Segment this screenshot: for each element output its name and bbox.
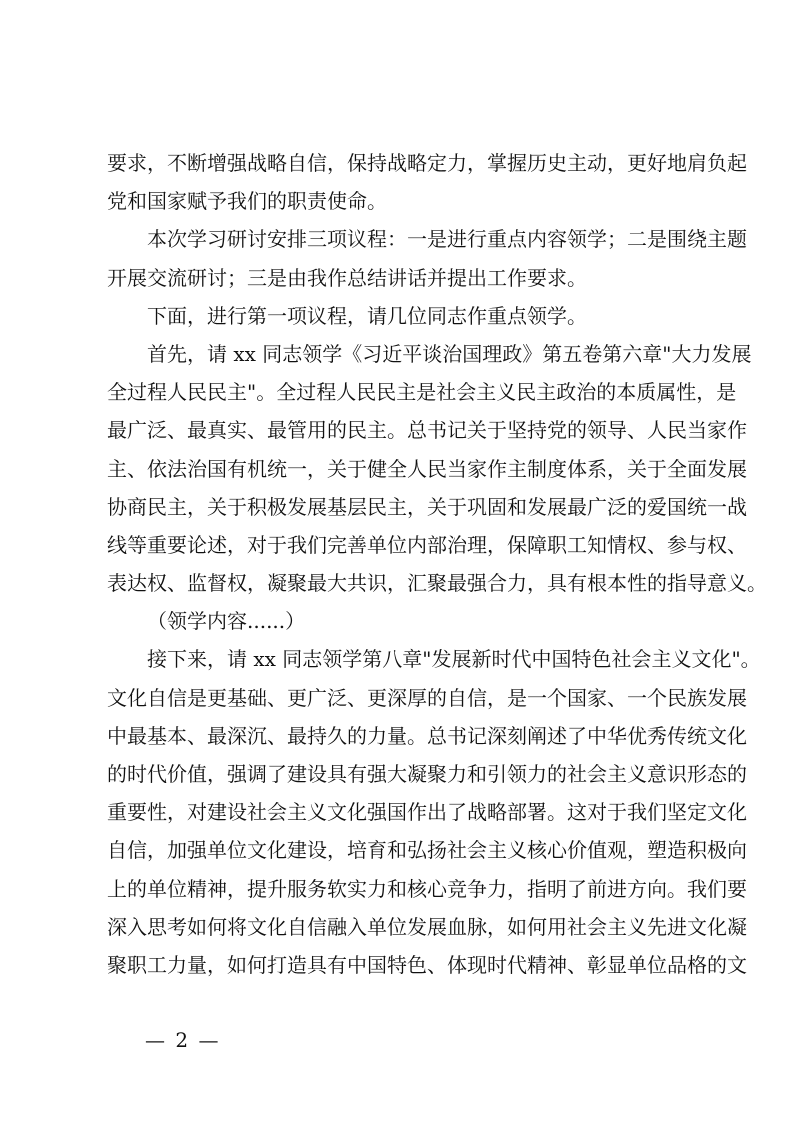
- text-line: 要求，不断增强战略自信，保持战略定力，掌握历史主动，更好地肩负起: [107, 151, 747, 175]
- text-line: 党和国家赋予我们的职责使命。: [107, 189, 387, 214]
- text-line: （领学内容......）: [147, 609, 306, 634]
- text-line: 全过程人民民主"。全过程人民民主是社会主义民主政治的本质属性，是: [107, 380, 737, 405]
- text-line: 接下来，请 xx 同志领学第八章"发展新时代中国特色社会主义文化"。: [147, 647, 761, 672]
- text-line: 聚职工力量，如何打造具有中国特色、体现时代精神、彰显单位品格的文: [107, 952, 747, 977]
- text-line: 的时代价值，强调了建设具有强大凝聚力和引领力的社会主义意识形态的: [107, 762, 747, 786]
- text-line: 首先，请 xx 同志领学《习近平谈治国理政》第五卷第六章"大力发展: [147, 341, 752, 366]
- text-line: 深入思考如何将文化自信融入单位发展血脉，如何用社会主义先进文化凝: [107, 914, 747, 939]
- text-line: 上的单位精神，提升服务软实力和核心竞争力，指明了前进方向。我们要: [107, 876, 747, 901]
- text-line: 中最基本、最深沉、最持久的力量。总书记深刻阐述了中华优秀传统文化: [107, 723, 747, 748]
- text-line: 文化自信是更基础、更广泛、更深厚的自信，是一个国家、一个民族发展: [107, 685, 747, 710]
- text-line: 本次学习研讨安排三项议程：一是进行重点内容领学；二是围绕主题: [147, 227, 747, 252]
- text-line: 最广泛、最真实、最管用的民主。总书记关于坚持党的领导、人民当家作: [107, 418, 747, 443]
- text-line: 主、依法治国有机统一，关于健全人民当家作主制度体系，关于全面发展: [107, 456, 747, 481]
- text-line: 下面，进行第一项议程，请几位同志作重点领学。: [147, 303, 587, 328]
- page-number: — 2 —: [145, 1028, 221, 1052]
- text-line: 自信，加强单位文化建设，培育和弘扬社会主义核心价值观，塑造积极向: [107, 838, 747, 863]
- text-line: 重要性，对建设社会主义文化强国作出了战略部署。这对于我们坚定文化: [107, 800, 747, 825]
- text-line: 开展交流研讨；三是由我作总结讲话并提出工作要求。: [107, 265, 587, 290]
- text-line: 线等重要论述，对于我们完善单位内部治理，保障职工知情权、参与权、: [107, 532, 747, 557]
- text-line: 表达权、监督权，凝聚最大共识，汇聚最强合力，具有根本性的指导意义。: [107, 571, 767, 596]
- document-body: [107, 147, 767, 987]
- text-line: 协商民主，关于积极发展基层民主，关于巩固和发展最广泛的爱国统一战: [107, 494, 747, 519]
